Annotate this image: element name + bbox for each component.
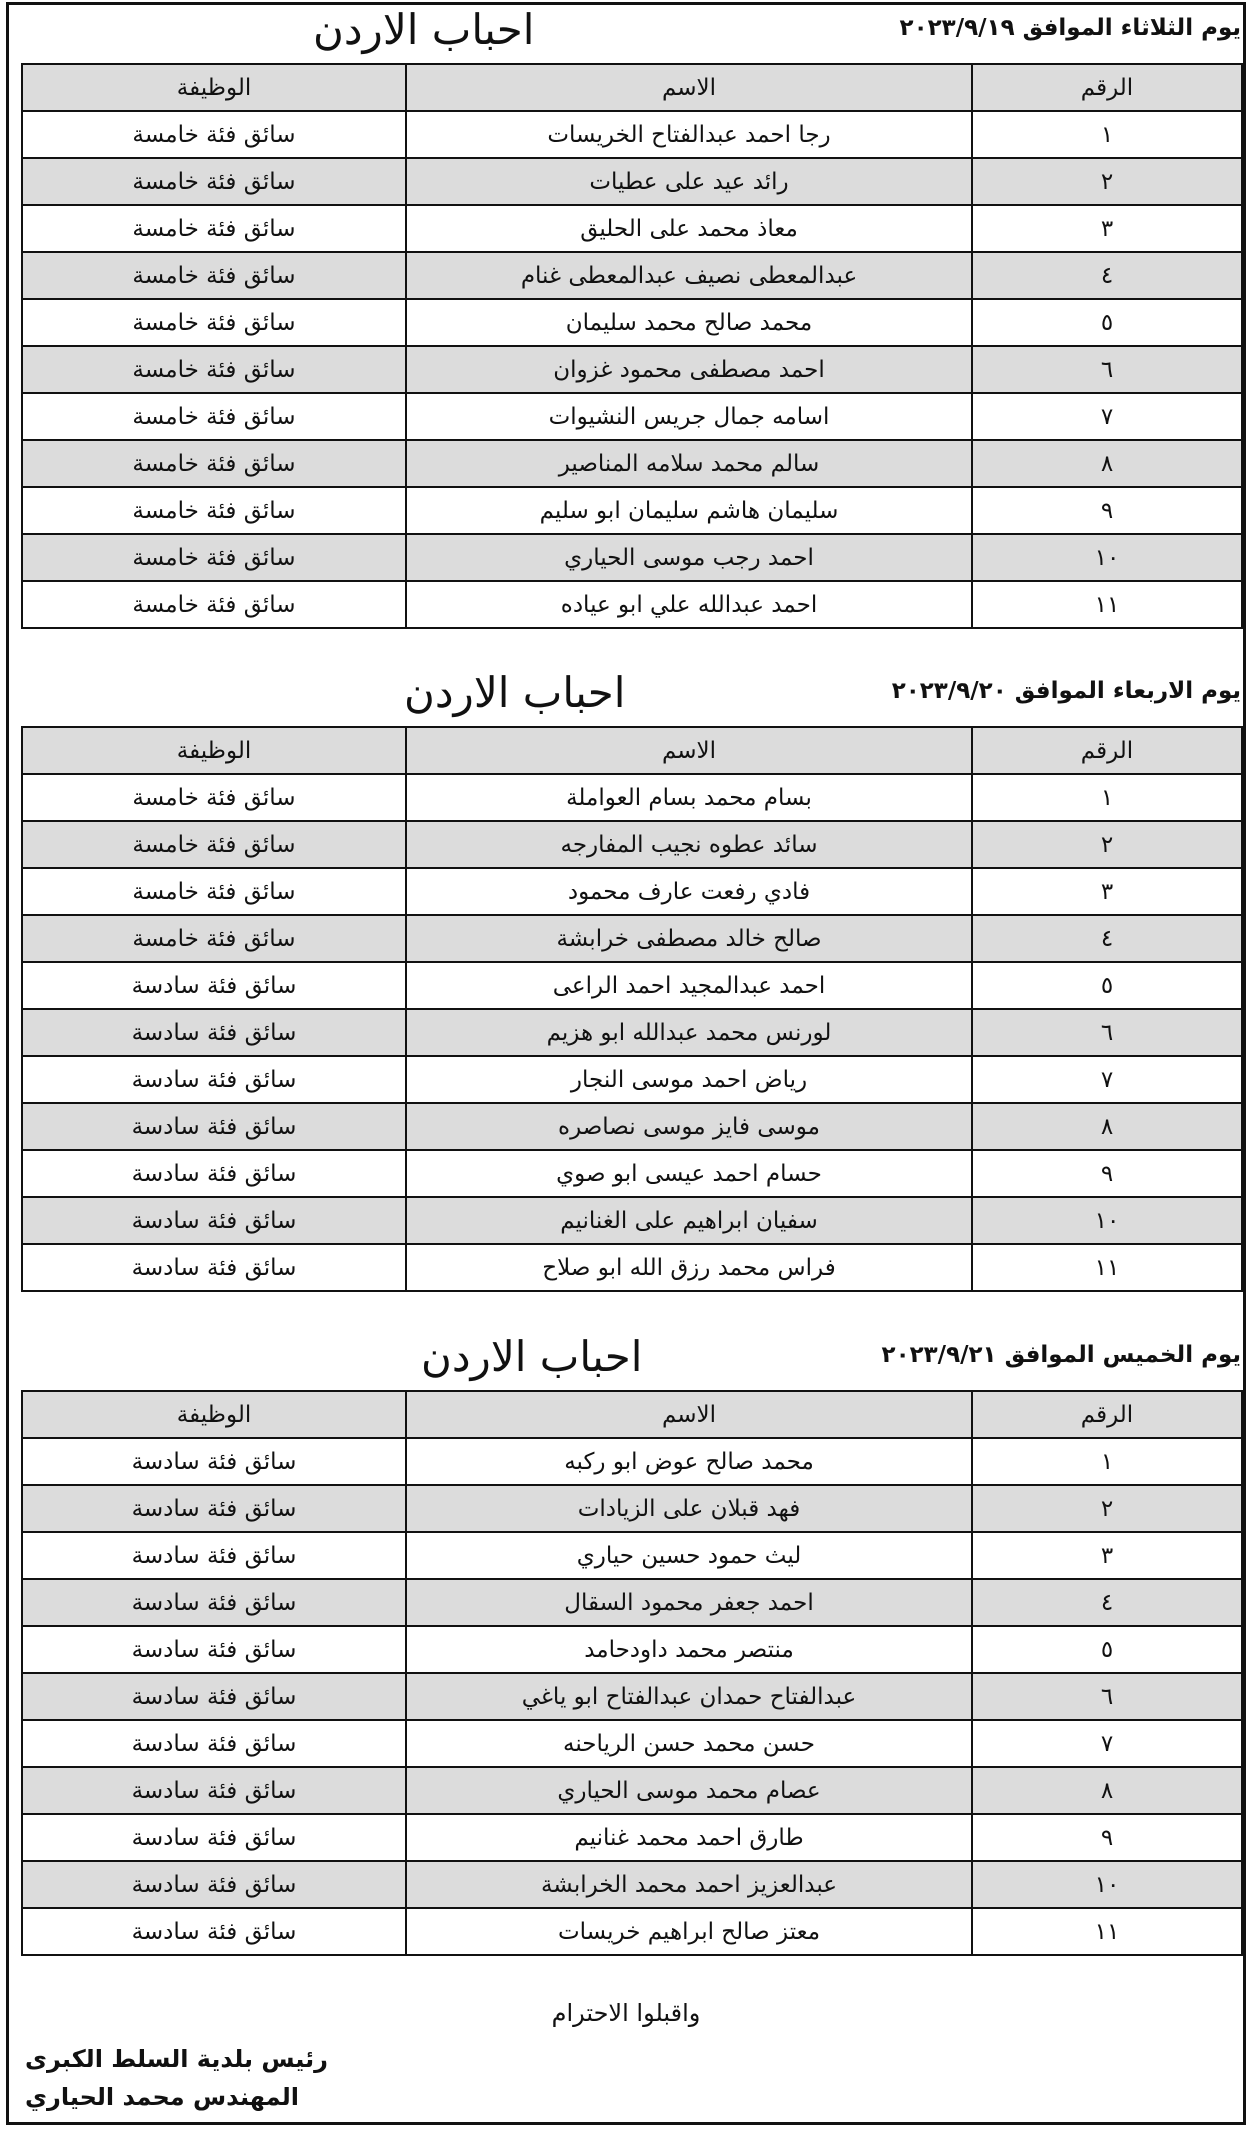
cell-job: سائق فئة خامسة bbox=[22, 252, 406, 299]
cell-job: سائق فئة سادسة bbox=[22, 1673, 406, 1720]
org-heading: احباب الاردن bbox=[421, 1332, 643, 1381]
cell-name: رائد عيد على عطيات bbox=[406, 158, 972, 205]
cell-job: سائق فئة خامسة bbox=[22, 868, 406, 915]
table-row bbox=[22, 915, 1242, 962]
section-header bbox=[21, 668, 1241, 726]
table-row bbox=[22, 1626, 1242, 1673]
cell-job: سائق فئة خامسة bbox=[22, 487, 406, 534]
cell-number: ٩ bbox=[972, 1814, 1242, 1861]
cell-number: ٣ bbox=[972, 205, 1242, 252]
table-row bbox=[22, 1908, 1242, 1955]
table-row bbox=[22, 299, 1242, 346]
cell-job: سائق فئة خامسة bbox=[22, 821, 406, 868]
cell-job: سائق فئة خامسة bbox=[22, 440, 406, 487]
cell-name: محمد صالح محمد سليمان bbox=[406, 299, 972, 346]
cell-job: سائق فئة سادسة bbox=[22, 1908, 406, 1955]
cell-number: ٢ bbox=[972, 1485, 1242, 1532]
cell-name: سالم محمد سلامه المناصير bbox=[406, 440, 972, 487]
date-heading: يوم الثلاثاء الموافق ٢٠٢٣/٩/١٩ bbox=[899, 15, 1241, 41]
cell-job: سائق فئة سادسة bbox=[22, 1814, 406, 1861]
cell-number: ١١ bbox=[972, 1244, 1242, 1291]
table-header-row bbox=[22, 64, 1242, 111]
cell-name: احمد جعفر محمود السقال bbox=[406, 1579, 972, 1626]
cell-job: سائق فئة خامسة bbox=[22, 774, 406, 821]
cell-number: ١٠ bbox=[972, 534, 1242, 581]
table-header-row bbox=[22, 1391, 1242, 1438]
cell-number: ٦ bbox=[972, 1673, 1242, 1720]
cell-name: لورنس محمد عبدالله ابو هزيم bbox=[406, 1009, 972, 1056]
table-row bbox=[22, 346, 1242, 393]
date-heading: يوم الخميس الموافق ٢٠٢٣/٩/٢١ bbox=[881, 1342, 1241, 1368]
cell-job: سائق فئة خامسة bbox=[22, 299, 406, 346]
cell-job: سائق فئة سادسة bbox=[22, 1150, 406, 1197]
cell-number: ١٠ bbox=[972, 1861, 1242, 1908]
cell-name: معتز صالح ابراهيم خريسات bbox=[406, 1908, 972, 1955]
column-header-name: الاسم bbox=[406, 1391, 972, 1438]
cell-number: ٨ bbox=[972, 440, 1242, 487]
table-row bbox=[22, 1197, 1242, 1244]
cell-name: منتصر محمد داودحامد bbox=[406, 1626, 972, 1673]
cell-number: ٣ bbox=[972, 1532, 1242, 1579]
table-row bbox=[22, 868, 1242, 915]
cell-name: رياض احمد موسى النجار bbox=[406, 1056, 972, 1103]
signature-title: رئيس بلدية السلط الكبرى bbox=[25, 2045, 328, 2073]
cell-name: سائد عطوه نجيب المفارجه bbox=[406, 821, 972, 868]
table-row bbox=[22, 205, 1242, 252]
cell-name: احمد رجب موسى الحياري bbox=[406, 534, 972, 581]
cell-job: سائق فئة سادسة bbox=[22, 1438, 406, 1485]
table-row bbox=[22, 962, 1242, 1009]
table-row bbox=[22, 252, 1242, 299]
cell-number: ٢ bbox=[972, 821, 1242, 868]
cell-number: ٤ bbox=[972, 252, 1242, 299]
table-row bbox=[22, 1814, 1242, 1861]
cell-job: سائق فئة خامسة bbox=[22, 346, 406, 393]
table-row bbox=[22, 1767, 1242, 1814]
table-row bbox=[22, 1244, 1242, 1291]
table-row bbox=[22, 534, 1242, 581]
cell-number: ٥ bbox=[972, 299, 1242, 346]
cell-job: سائق فئة خامسة bbox=[22, 158, 406, 205]
column-header-job: الوظيفة bbox=[22, 64, 406, 111]
cell-name: محمد صالح عوض ابو ركبه bbox=[406, 1438, 972, 1485]
cell-name: صالح خالد مصطفى خرابشة bbox=[406, 915, 972, 962]
cell-number: ٧ bbox=[972, 1056, 1242, 1103]
closing-text: واقبلوا الاحترام bbox=[551, 1999, 701, 2027]
cell-name: اسامه جمال جريس النشيوات bbox=[406, 393, 972, 440]
column-header-job: الوظيفة bbox=[22, 1391, 406, 1438]
cell-name: حسام احمد عيسى ابو صوي bbox=[406, 1150, 972, 1197]
cell-name: ليث حمود حسين حياري bbox=[406, 1532, 972, 1579]
cell-name: فراس محمد رزق الله ابو صلاح bbox=[406, 1244, 972, 1291]
column-header-name: الاسم bbox=[406, 64, 972, 111]
cell-number: ٦ bbox=[972, 1009, 1242, 1056]
cell-name: عصام محمد موسى الحياري bbox=[406, 1767, 972, 1814]
table-row bbox=[22, 1861, 1242, 1908]
cell-number: ٤ bbox=[972, 915, 1242, 962]
cell-number: ٩ bbox=[972, 487, 1242, 534]
cell-number: ١ bbox=[972, 774, 1242, 821]
cell-number: ١١ bbox=[972, 581, 1242, 628]
table-row bbox=[22, 393, 1242, 440]
cell-job: سائق فئة سادسة bbox=[22, 962, 406, 1009]
cell-name: احمد عبدالمجيد احمد الراعى bbox=[406, 962, 972, 1009]
day-section-1 bbox=[21, 5, 1241, 629]
cell-job: سائق فئة سادسة bbox=[22, 1103, 406, 1150]
cell-name: فهد قبلان على الزيادات bbox=[406, 1485, 972, 1532]
table-row bbox=[22, 1720, 1242, 1767]
cell-number: ٤ bbox=[972, 1579, 1242, 1626]
cell-name: سفيان ابراهيم على الغنانيم bbox=[406, 1197, 972, 1244]
cell-number: ٨ bbox=[972, 1767, 1242, 1814]
cell-job: سائق فئة خامسة bbox=[22, 111, 406, 158]
cell-job: سائق فئة سادسة bbox=[22, 1009, 406, 1056]
cell-number: ٦ bbox=[972, 346, 1242, 393]
cell-number: ٨ bbox=[972, 1103, 1242, 1150]
section-header bbox=[21, 5, 1241, 63]
cell-name: بسام محمد بسام العواملة bbox=[406, 774, 972, 821]
staff-table bbox=[21, 63, 1243, 629]
cell-number: ٧ bbox=[972, 393, 1242, 440]
table-row bbox=[22, 821, 1242, 868]
column-header-name: الاسم bbox=[406, 727, 972, 774]
section-header bbox=[21, 1332, 1241, 1390]
table-header-row bbox=[22, 727, 1242, 774]
cell-name: طارق احمد محمد غنانيم bbox=[406, 1814, 972, 1861]
cell-job: سائق فئة سادسة bbox=[22, 1244, 406, 1291]
org-heading: احباب الاردن bbox=[313, 5, 535, 54]
document-page bbox=[6, 2, 1246, 2125]
day-section-3 bbox=[21, 1332, 1241, 1956]
signature-name: المهندس محمد الحياري bbox=[25, 2083, 299, 2111]
cell-number: ٥ bbox=[972, 962, 1242, 1009]
cell-job: سائق فئة سادسة bbox=[22, 1056, 406, 1103]
cell-number: ١ bbox=[972, 1438, 1242, 1485]
table-row bbox=[22, 158, 1242, 205]
table-row bbox=[22, 1438, 1242, 1485]
cell-name: عبدالفتاح حمدان عبدالفتاح ابو ياغي bbox=[406, 1673, 972, 1720]
table-row bbox=[22, 1532, 1242, 1579]
cell-name: عبدالعزيز احمد محمد الخرابشة bbox=[406, 1861, 972, 1908]
table-row bbox=[22, 1103, 1242, 1150]
table-row bbox=[22, 774, 1242, 821]
cell-job: سائق فئة خامسة bbox=[22, 915, 406, 962]
day-section-2 bbox=[21, 668, 1241, 1292]
staff-table bbox=[21, 726, 1243, 1292]
cell-number: ١١ bbox=[972, 1908, 1242, 1955]
cell-name: احمد مصطفى محمود غزوان bbox=[406, 346, 972, 393]
cell-job: سائق فئة سادسة bbox=[22, 1532, 406, 1579]
staff-table bbox=[21, 1390, 1243, 1956]
table-row bbox=[22, 1150, 1242, 1197]
org-heading: احباب الاردن bbox=[404, 668, 626, 717]
cell-number: ٢ bbox=[972, 158, 1242, 205]
table-row bbox=[22, 581, 1242, 628]
date-heading: يوم الاربعاء الموافق ٢٠٢٣/٩/٢٠ bbox=[891, 678, 1241, 704]
cell-number: ٥ bbox=[972, 1626, 1242, 1673]
cell-name: سليمان هاشم سليمان ابو سليم bbox=[406, 487, 972, 534]
column-header-number: الرقم bbox=[972, 727, 1242, 774]
cell-job: سائق فئة سادسة bbox=[22, 1579, 406, 1626]
cell-number: ١ bbox=[972, 111, 1242, 158]
cell-job: سائق فئة خامسة bbox=[22, 393, 406, 440]
cell-number: ٩ bbox=[972, 1150, 1242, 1197]
cell-job: سائق فئة سادسة bbox=[22, 1485, 406, 1532]
table-row bbox=[22, 111, 1242, 158]
cell-name: معاذ محمد على الحليق bbox=[406, 205, 972, 252]
table-row bbox=[22, 1056, 1242, 1103]
cell-name: رجا احمد عبدالفتاح الخريسات bbox=[406, 111, 972, 158]
cell-name: عبدالمعطى نصيف عبدالمعطى غنام bbox=[406, 252, 972, 299]
table-row bbox=[22, 1579, 1242, 1626]
column-header-job: الوظيفة bbox=[22, 727, 406, 774]
column-header-number: الرقم bbox=[972, 1391, 1242, 1438]
cell-name: احمد عبدالله علي ابو عياده bbox=[406, 581, 972, 628]
table-row bbox=[22, 1009, 1242, 1056]
table-row bbox=[22, 1673, 1242, 1720]
cell-number: ١٠ bbox=[972, 1197, 1242, 1244]
cell-name: حسن محمد حسن الرياحنه bbox=[406, 1720, 972, 1767]
cell-name: فادي رفعت عارف محمود bbox=[406, 868, 972, 915]
cell-job: سائق فئة سادسة bbox=[22, 1197, 406, 1244]
cell-number: ٧ bbox=[972, 1720, 1242, 1767]
cell-job: سائق فئة خامسة bbox=[22, 581, 406, 628]
cell-job: سائق فئة سادسة bbox=[22, 1861, 406, 1908]
cell-job: سائق فئة سادسة bbox=[22, 1767, 406, 1814]
table-row bbox=[22, 487, 1242, 534]
cell-job: سائق فئة سادسة bbox=[22, 1626, 406, 1673]
column-header-number: الرقم bbox=[972, 64, 1242, 111]
table-row bbox=[22, 440, 1242, 487]
table-row bbox=[22, 1485, 1242, 1532]
cell-job: سائق فئة خامسة bbox=[22, 205, 406, 252]
cell-job: سائق فئة خامسة bbox=[22, 534, 406, 581]
cell-name: موسى فايز موسى نصاصره bbox=[406, 1103, 972, 1150]
cell-number: ٣ bbox=[972, 868, 1242, 915]
cell-job: سائق فئة سادسة bbox=[22, 1720, 406, 1767]
